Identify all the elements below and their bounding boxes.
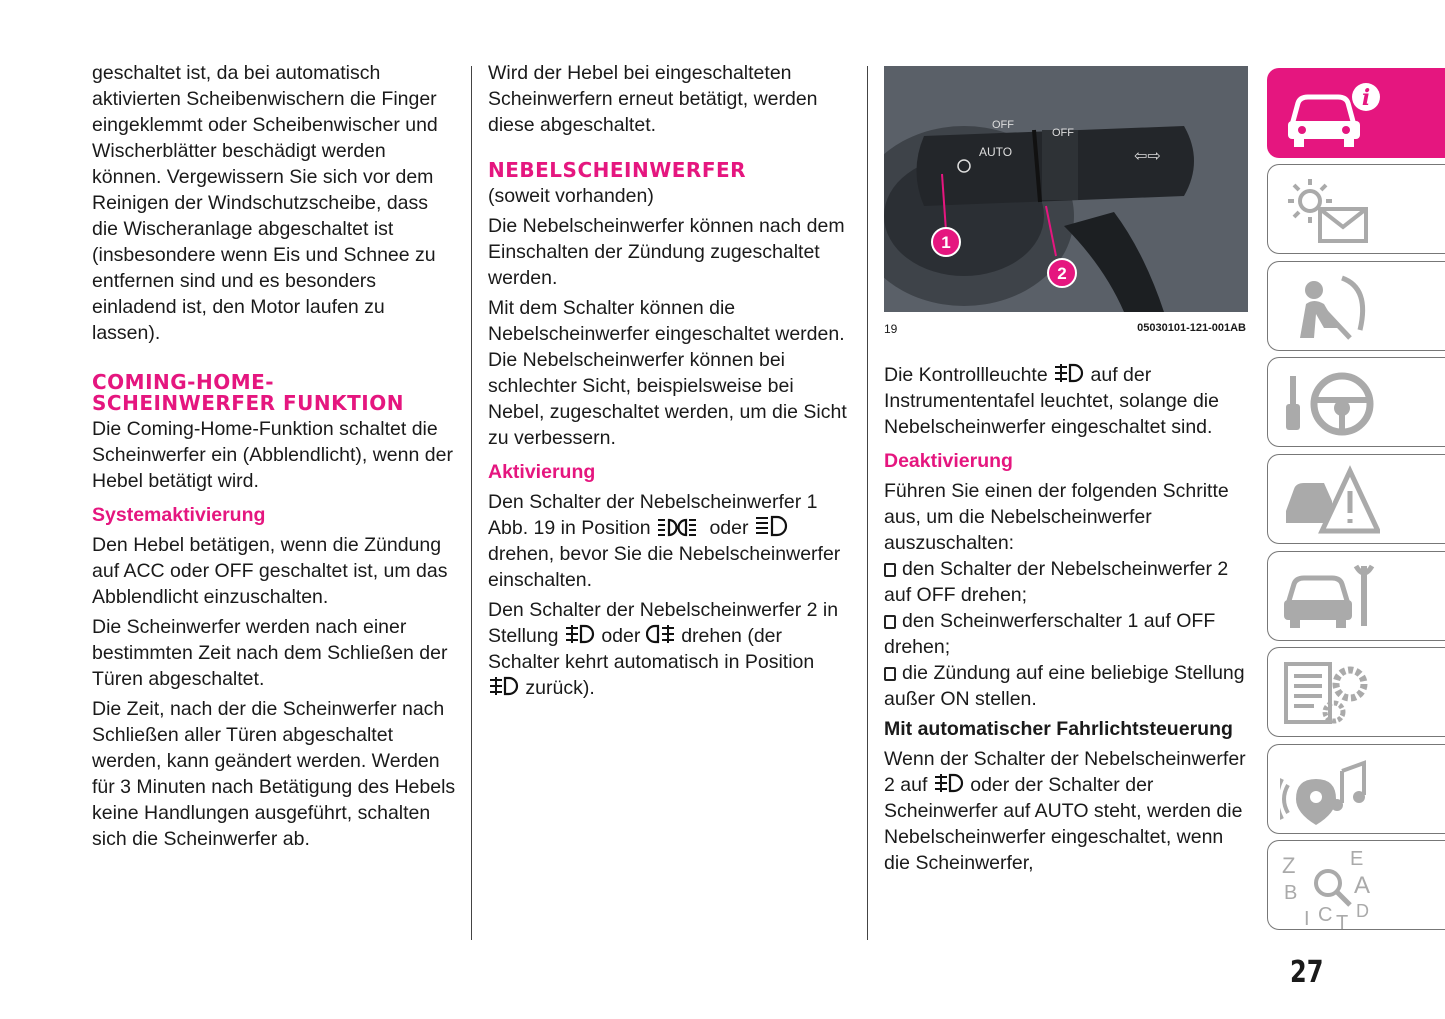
page-number: 27 [1290,955,1324,990]
tab-technical-data[interactable] [1267,647,1445,737]
paragraph: Den Hebel betätigen, wenn die Zündung auf ACC oder OFF geschaltet ist, um das Abblendlicht einzuschalten. [92,534,448,608]
index-letter: D [1356,901,1369,921]
bullet-item: die Zündung auf eine beliebige Stellung außer ON stellen. [884,662,1245,710]
safety-icon [1280,268,1380,346]
paragraph: Die Coming-Home-Funktion schaltet die Scheinwerfer ein (Abblendlicht), wenn der Hebel betätigt wird. [92,418,453,492]
index-letter: B [1284,882,1298,904]
index-letter: C [1318,904,1333,926]
off-label: OFF [1052,127,1074,139]
paragraph: Wird der Hebel bei eingeschalteten Scheinwerfern erneut betätigt, werden diese abgeschaltet. [488,62,818,136]
multimedia-icon [1280,751,1380,829]
section-heading-nebelscheinwerfer: NEBELSCHEINWERFER [488,158,747,182]
car-wrench-icon [1280,558,1380,636]
paragraph: Die Kontrollleuchte auf der Instrumententafel leuchtet, solange die Nebelscheinwerfer eingeschaltet sind. [884,364,1219,438]
bullet-icon [884,615,896,629]
paragraph: Wenn der Schalter der Nebelscheinwerfer 2 auf oder der Schalter der Scheinwerfer auf AUTO steht, werden die Nebelscheinwerfer eingeschaltet, wenn die Scheinwerfer, [884,748,1246,874]
front-fog-light-icon [1053,362,1085,384]
paragraph: Führen Sie einen der folgenden Schritte aus, um die Nebelscheinwerfer auszuschalten: [884,480,1229,554]
off-label: OFF [992,119,1014,131]
car-info-icon [1280,75,1380,153]
callout-1: 1 [941,233,951,252]
tab-multimedia[interactable] [1267,744,1445,834]
subheading-deaktivierung: Deaktivierung [884,450,1013,472]
document-gear-icon [1280,654,1380,732]
tab-warnings[interactable] [1267,454,1445,544]
figure-code: 05030101-121-001AB [1137,322,1246,334]
figure-number: 19 [884,322,898,336]
tab-index[interactable] [1267,840,1445,934]
figure-light-switch [884,66,1248,312]
column-1 [92,60,457,856]
tab-starting-driving[interactable] [1267,357,1445,447]
tab-safety[interactable] [1267,261,1445,351]
index-letter: A [1354,872,1371,899]
paragraph: geschaltet ist, da bei automatisch aktivierten Scheibenwischern die Finger eingeklemmt oder Scheibenwischer und Wischerblätter beschädigt werden können. Vergewissern Sie sich vor dem Reinigen der Windschutzscheibe, dass die Wischeranlage abgeschaltet ist (insbesondere wenn Eis und Schnee zu entfernen sind und es besonders einladend ist, den Motor laufen zu lassen). [92,62,438,344]
bullet-icon [884,667,896,681]
column-divider [471,66,472,940]
index-letter: I [1304,908,1310,930]
rear-fog-light-icon [646,623,676,645]
bullet-item: den Scheinwerferschalter 1 auf OFF drehen; [884,610,1216,658]
index-letter: T [1336,912,1349,934]
subheading-aktivierung: Aktivierung [488,461,596,483]
bullet-icon [884,563,896,577]
subheading-systemaktivierung: Systemaktivierung [92,504,266,526]
column-divider [867,66,868,940]
tab-lights-message[interactable] [1267,164,1445,254]
index-letter: E [1350,848,1364,870]
low-beam-icon [754,515,790,537]
paragraph: Die Zeit, nach der die Scheinwerfer nach Schließen aller Türen abgeschaltet werden, kann geändert werden. Werden für 3 Minuten nach Betätigung des Hebels keine Handlungen ausgeführt, schalten sich die Scheinwerfer ab. [92,698,456,850]
front-fog-light-icon [933,772,965,794]
svg-text:i: i [1361,85,1371,111]
steering-wheel-icon [1280,364,1380,442]
tab-car-info[interactable] [1267,68,1445,158]
auto-label: AUTO [979,145,1013,159]
paragraph: Den Schalter der Nebelscheinwerfer 1 Abb. 19 in Position oder drehen, bevor Sie die Nebelscheinwerfer einschalten. [488,491,841,591]
note: (soweit vorhanden) [488,185,654,207]
index-letter: Z [1282,853,1296,878]
bullet-item: den Schalter der Nebelscheinwerfer 2 auf OFF drehen; [884,558,1229,606]
column-3 [884,362,1249,880]
svg-text:⇦⇨: ⇦⇨ [1134,146,1161,165]
callout-2: 2 [1057,264,1067,283]
position-lights-icon [656,517,704,537]
paragraph: Die Nebelscheinwerfer können nach dem Einschalten der Zündung zugeschaltet werden. [488,215,845,289]
front-fog-light-icon [564,623,596,645]
column-2 [488,60,850,705]
bold-heading: Mit automatischer Fahrlichtsteuerung [884,718,1233,740]
paragraph: Den Schalter der Nebelscheinwerfer 2 in Stellung oder drehen (der Schalter kehrt automatisch in Position zurück). [488,599,839,699]
index-letters-icon [1280,847,1380,935]
warning-triangle-icon [1280,461,1380,539]
lights-message-icon [1280,171,1380,249]
tab-maintenance[interactable] [1267,551,1445,641]
front-fog-light-icon [488,675,520,697]
section-heading-coming-home: COMING-HOME-SCHEINWERFER FUNKTION [92,370,404,415]
light-switch-photo [884,66,1248,312]
paragraph: Die Scheinwerfer werden nach einer bestimmten Zeit nach dem Schließen der Türen abgeschaltet. [92,616,448,690]
paragraph: Mit dem Schalter können die Nebelscheinwerfer eingeschaltet werden. Die Nebelscheinwerfer können bei schlechter Sicht, beispielsweise bei Nebel, zugeschaltet werden, um die Sicht zu verbessern. [488,297,847,449]
